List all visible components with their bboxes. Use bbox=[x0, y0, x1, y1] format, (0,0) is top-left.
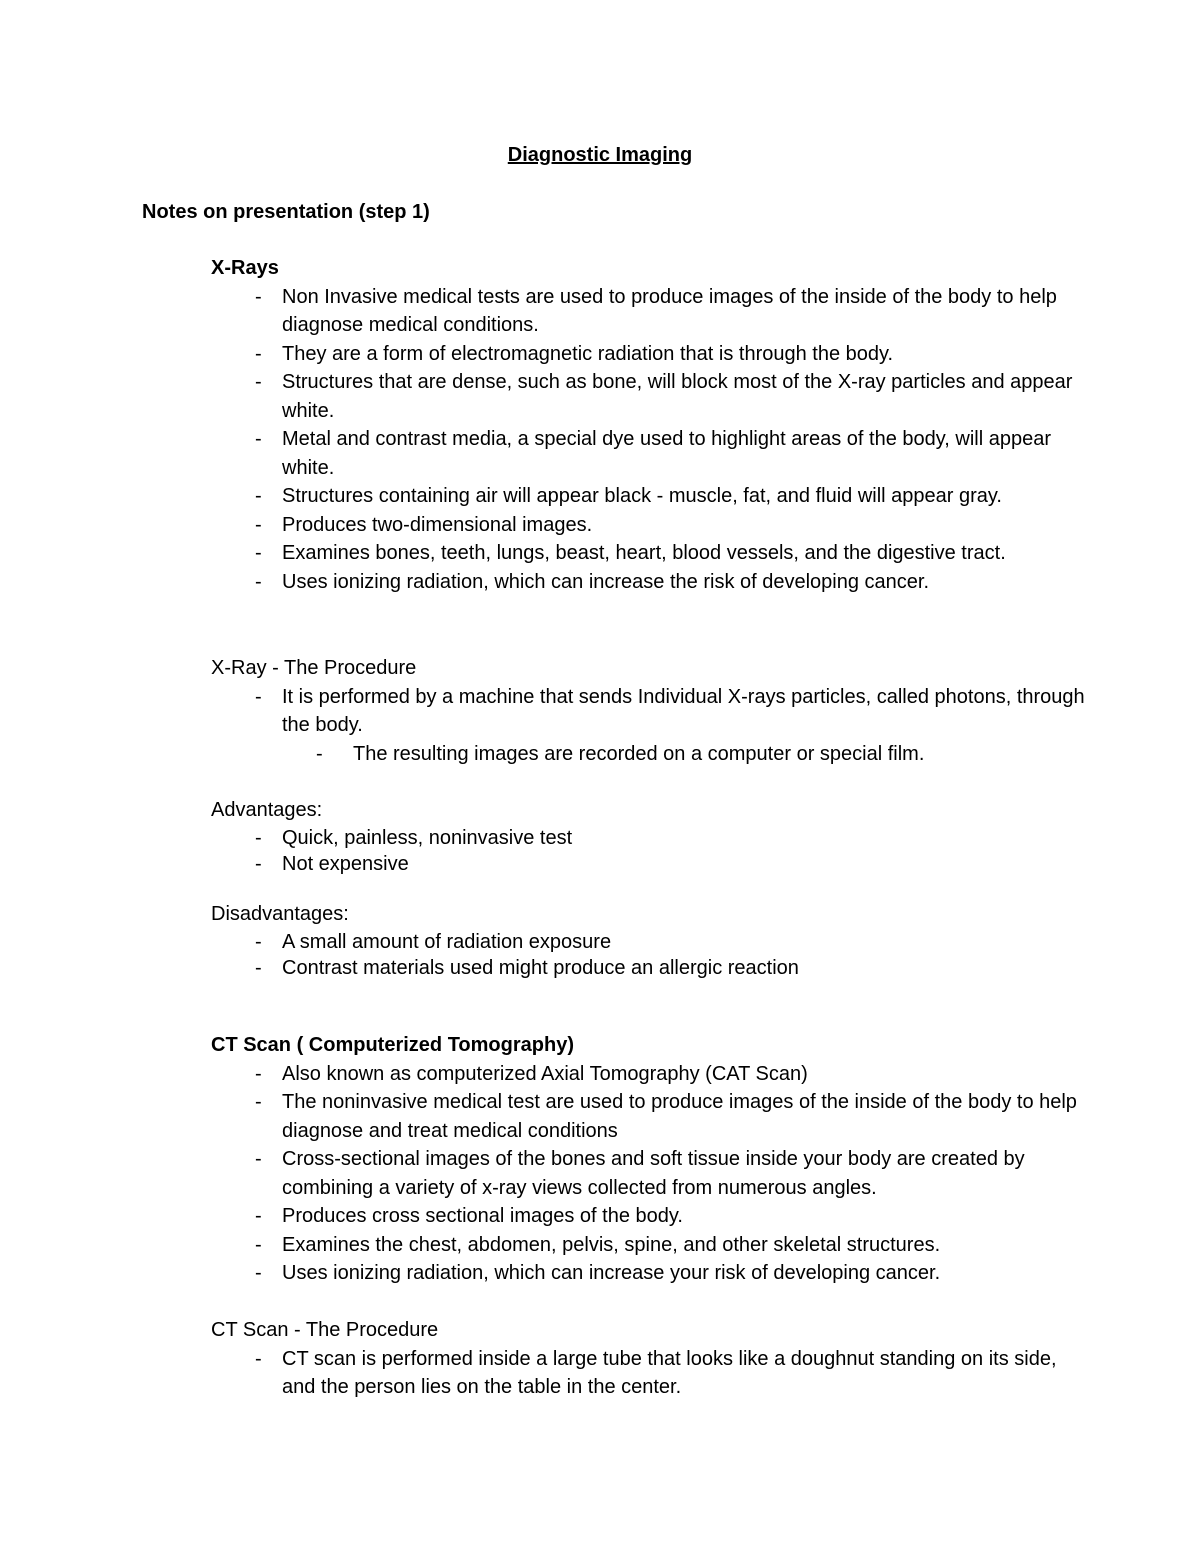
ct-scan-list bbox=[211, 1060, 1091, 1288]
list-item: - Examines bones, teeth, lungs, beast, heart, blood vessels, and the digestive tract. bbox=[211, 539, 1091, 568]
notes-heading: Notes on presentation (step 1) bbox=[142, 201, 430, 223]
list-item: - Quick, painless, noninvasive test bbox=[211, 825, 1091, 851]
xray-procedure-sublist bbox=[211, 740, 1091, 769]
list-item: - A small amount of radiation exposure bbox=[211, 929, 1091, 955]
disadvantages-list bbox=[211, 929, 1091, 981]
advantages-list bbox=[211, 825, 1091, 877]
list-item: - Not expensive bbox=[211, 851, 1091, 877]
list-item: - The noninvasive medical test are used to produce images of the inside of the body to help diagnose and treat medical conditions bbox=[211, 1088, 1091, 1145]
page-title: Diagnostic Imaging bbox=[507, 144, 693, 166]
xray-procedure-heading: X-Ray - The Procedure bbox=[211, 657, 417, 679]
list-item: - It is performed by a machine that sends Individual X-rays particles, called photons, through the body. bbox=[211, 683, 1091, 740]
list-item: - Examines the chest, abdomen, pelvis, spine, and other skeletal structures. bbox=[211, 1231, 1091, 1260]
list-item: - Structures containing air will appear black - muscle, fat, and fluid will appear gray. bbox=[211, 482, 1121, 511]
list-item: - Cross-sectional images of the bones and soft tissue inside your body are created by combining a variety of x-ray views collected from numerous angles. bbox=[211, 1145, 1091, 1202]
ct-scan-section bbox=[211, 1031, 1091, 1288]
xray-procedure-section bbox=[211, 654, 1091, 768]
xrays-section bbox=[211, 254, 1091, 596]
list-item: - Produces two-dimensional images. bbox=[211, 511, 1091, 540]
advantages-heading: Advantages: bbox=[211, 799, 323, 821]
disadvantages-section bbox=[211, 900, 1091, 981]
ct-procedure-section bbox=[211, 1316, 1091, 1402]
list-item: - Also known as computerized Axial Tomography (CAT Scan) bbox=[211, 1060, 1091, 1089]
ct-procedure-list bbox=[211, 1345, 1091, 1402]
disadvantages-heading: Disadvantages: bbox=[211, 903, 349, 925]
list-item: - Structures that are dense, such as bone, will block most of the X-ray particles and appear white. bbox=[211, 368, 1091, 425]
list-item: - Contrast materials used might produce an allergic reaction bbox=[211, 955, 1091, 981]
list-item: - CT scan is performed inside a large tube that looks like a doughnut standing on its side, and the person lies on the table in the center. bbox=[211, 1345, 1091, 1402]
ct-procedure-heading: CT Scan - The Procedure bbox=[211, 1319, 439, 1341]
sub-list-item bbox=[211, 740, 1091, 769]
list-item: - They are a form of electromagnetic radiation that is through the body. bbox=[211, 340, 1091, 369]
list-item: - Uses ionizing radiation, which can increase the risk of developing cancer. bbox=[211, 568, 1091, 597]
advantages-section bbox=[211, 796, 1091, 877]
xrays-heading: X-Rays bbox=[211, 257, 279, 279]
xrays-list bbox=[211, 283, 1091, 597]
ct-scan-heading: CT Scan ( Computerized Tomography) bbox=[211, 1034, 574, 1056]
list-item: - Metal and contrast media, a special dye used to highlight areas of the body, will appear white. bbox=[211, 425, 1091, 482]
xray-procedure-list bbox=[211, 683, 1091, 740]
list-item: - Uses ionizing radiation, which can increase your risk of developing cancer. bbox=[211, 1259, 1091, 1288]
list-item: - Non Invasive medical tests are used to produce images of the inside of the body to help diagnose medical conditions. bbox=[211, 283, 1091, 340]
sub-list-item-text: The resulting images are recorded on a computer or special film. bbox=[353, 742, 925, 765]
list-item: - Produces cross sectional images of the body. bbox=[211, 1202, 1091, 1231]
